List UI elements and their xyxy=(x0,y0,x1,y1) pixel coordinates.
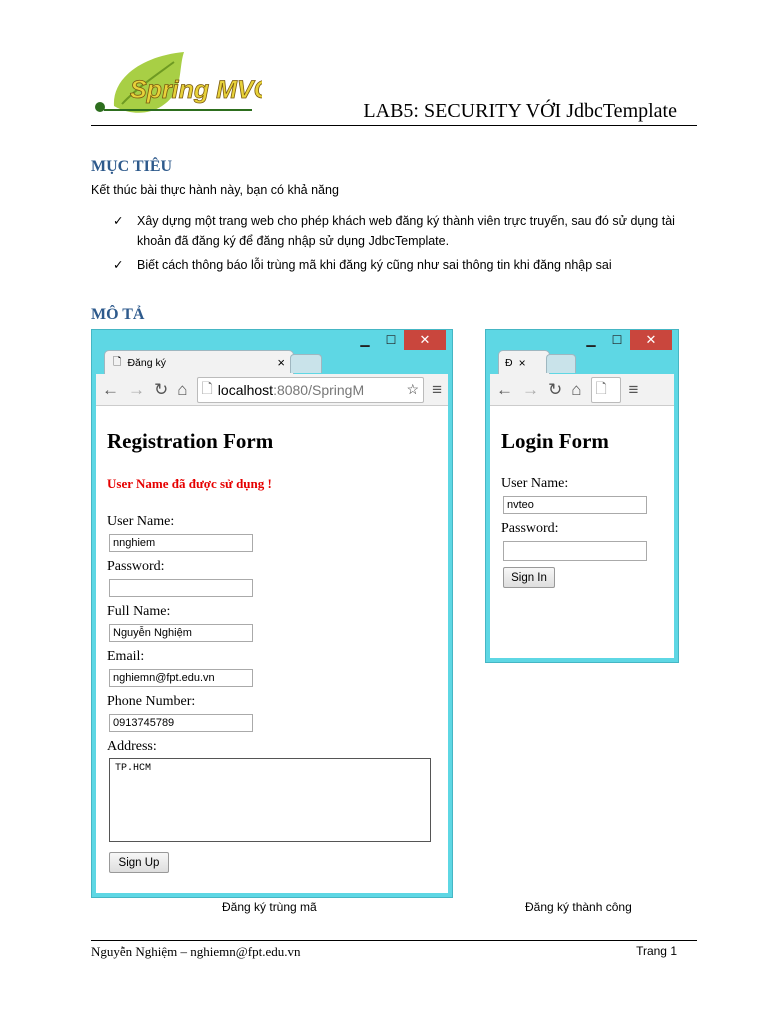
username-label: User Name: xyxy=(107,514,175,529)
page-icon: 🗋 xyxy=(113,355,122,368)
objective-intro: Kết thúc bài thực hành này, bạn có khả năng xyxy=(91,183,339,197)
password-label: Password: xyxy=(107,559,165,574)
footer-author: Nguyễn Nghiệm – nghiemn@fpt.edu.vn xyxy=(91,944,301,959)
spring-mvc-logo xyxy=(92,48,262,118)
reload-icon[interactable]: ↻ xyxy=(154,379,169,399)
forward-icon[interactable]: → xyxy=(128,379,145,399)
objective-heading: MỤC TIÊU xyxy=(91,158,173,175)
page-number: Trang 1 xyxy=(636,944,677,958)
window-controls xyxy=(352,330,446,352)
login-form-title: Login Form xyxy=(501,429,609,453)
close-icon[interactable]: ✕ xyxy=(630,330,672,350)
maximize-icon[interactable]: ☐ xyxy=(385,333,397,347)
username-input[interactable]: nvteo xyxy=(503,496,647,514)
menu-icon[interactable]: ≡ xyxy=(432,379,442,399)
objective-item xyxy=(113,211,703,251)
page-icon: 🗋 xyxy=(595,379,607,396)
tab-close-icon[interactable]: × xyxy=(518,355,526,370)
back-icon[interactable]: ← xyxy=(102,379,119,399)
minimize-icon[interactable]: ▁ xyxy=(586,333,596,347)
fullname-label: Full Name: xyxy=(107,604,171,619)
window-controls xyxy=(578,330,672,352)
objective-item xyxy=(113,255,703,275)
tab-close-icon[interactable]: × xyxy=(277,355,285,370)
checkmark-icon: ✓ xyxy=(113,214,124,228)
tab-title: Đ xyxy=(505,356,513,369)
objective-item-text: Xây dựng một trang web cho phép khách web đăng ký thành viên trực truyến, sau đó sử dụng tài khoản đã đăng ký để đăng nhập sử dụng JdbcTemplate. xyxy=(137,214,675,248)
back-icon[interactable]: ← xyxy=(496,379,513,399)
browser-toolbar xyxy=(96,374,448,406)
sign-up-button[interactable]: Sign Up xyxy=(109,852,169,873)
address-bar[interactable] xyxy=(197,377,425,403)
objectives-list xyxy=(113,211,703,279)
username-label: User Name: xyxy=(501,476,569,491)
login-page xyxy=(490,406,674,658)
address-label: Address: xyxy=(107,739,157,754)
error-message: User Name đã được sử dụng ! xyxy=(107,476,272,491)
phone-input[interactable]: 0913745789 xyxy=(109,714,253,732)
checkmark-icon: ✓ xyxy=(113,258,124,272)
sign-in-button[interactable]: Sign In xyxy=(503,567,555,588)
maximize-icon[interactable]: ☐ xyxy=(611,333,623,347)
header-divider xyxy=(91,125,697,126)
phone-label: Phone Number: xyxy=(107,694,196,709)
browser-toolbar xyxy=(490,374,674,406)
address-bar[interactable] xyxy=(591,377,621,403)
description-heading: MÔ TẢ xyxy=(91,306,145,323)
tab-title: Đăng ký xyxy=(127,356,166,369)
new-tab-button[interactable] xyxy=(546,354,576,373)
minimize-icon[interactable]: ▁ xyxy=(360,333,370,347)
caption-duplicate-registration: Đăng ký trùng mã xyxy=(222,900,317,914)
registration-form-title: Registration Form xyxy=(107,429,274,453)
password-input[interactable] xyxy=(109,579,253,597)
menu-icon[interactable]: ≡ xyxy=(628,379,639,399)
fullname-input[interactable]: Nguyễn Nghiệm xyxy=(109,624,253,642)
username-input[interactable]: nnghiem xyxy=(109,534,253,552)
url-host: localhost xyxy=(217,381,274,398)
logo-text: Spring MVC xyxy=(130,76,262,104)
url-path: :8080/SpringM xyxy=(273,381,365,398)
email-input[interactable]: nghiemn@fpt.edu.vn xyxy=(109,669,253,687)
document-title: LAB5: SECURITY VỚI JdbcTemplate xyxy=(363,100,677,122)
new-tab-button[interactable] xyxy=(290,354,322,373)
home-icon[interactable]: ⌂ xyxy=(177,379,188,399)
address-textarea[interactable]: TP.HCM xyxy=(109,758,431,842)
forward-icon[interactable]: → xyxy=(522,379,539,399)
registration-page xyxy=(96,406,448,893)
footer-divider xyxy=(91,940,697,941)
registration-browser-window xyxy=(91,329,453,898)
close-icon[interactable]: ✕ xyxy=(404,330,446,350)
reload-icon[interactable]: ↻ xyxy=(548,379,563,399)
bookmark-star-icon[interactable]: ☆ xyxy=(406,381,420,397)
email-label: Email: xyxy=(107,649,145,664)
home-icon[interactable]: ⌂ xyxy=(571,379,582,399)
password-input[interactable] xyxy=(503,541,647,561)
tab-registration[interactable] xyxy=(104,350,294,374)
password-label: Password: xyxy=(501,521,559,536)
tab-login[interactable] xyxy=(498,350,550,374)
objective-item-text: Biết cách thông báo lỗi trùng mã khi đăng ký cũng như sai thông tin khi đăng nhập sai xyxy=(137,258,612,272)
login-browser-window xyxy=(485,329,679,663)
caption-successful-registration: Đăng ký thành công xyxy=(525,900,632,914)
page-icon: 🗋 xyxy=(201,379,213,396)
